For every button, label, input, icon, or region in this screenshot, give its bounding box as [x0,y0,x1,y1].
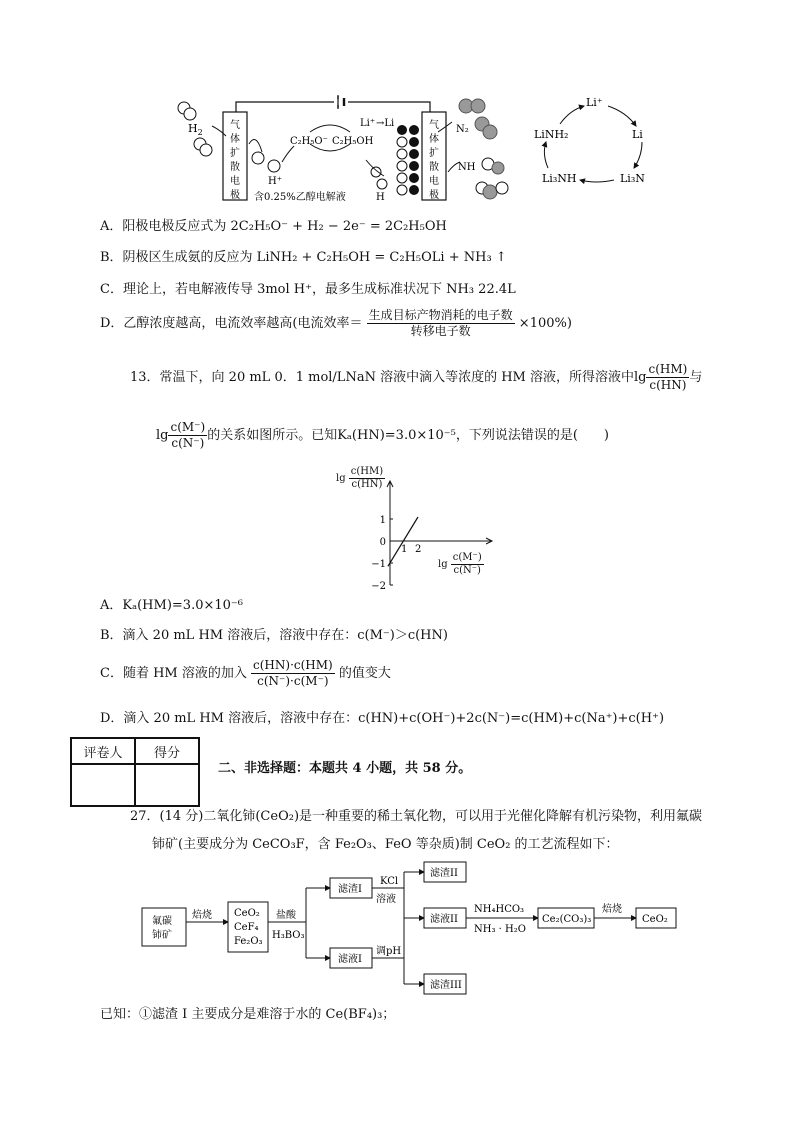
svg-text:CeO₂: CeO₂ [642,914,668,925]
svg-text:极: 极 [230,190,240,201]
y-tick-label: −2 [371,581,386,590]
nh-label: NH [458,162,476,173]
x-tick-label: 2 [415,544,422,555]
svg-text:盐酸: 盐酸 [276,910,296,921]
cycle-li-ion: Li⁺ [586,96,603,109]
electrolysis-cell-diagram [170,92,520,208]
h-plus-label: H⁺ [268,176,282,187]
efficiency-fraction: $\frac{\text{生成目标产物消耗的电子数}}{\text{转移电子数}}$ [368,308,513,338]
svg-text:滤渣I: 滤渣I [338,884,362,895]
score-cell[interactable] [135,764,199,806]
process-flowchart [140,858,700,998]
svg-text:滤渣III: 滤渣III [430,980,462,991]
svg-text:滤液II: 滤液II [430,914,458,925]
cycle-li3nh: Li₃NH [542,172,577,185]
h-label: H [376,192,385,203]
grader-cell[interactable] [71,764,135,806]
q13-option-a: A．Kₐ(HM)=3.0×10⁻⁶ [100,598,243,613]
score-header: 得分 [135,738,199,764]
q13-stem-line2: lg $\frac{c(M^-)}{c(N^-)}$ 的关系如图所示。已知Kₐ(HN)=3.0×10⁻⁵，下列说法错误的是( ) [156,420,610,450]
svg-text:电: 电 [230,176,240,187]
h2-label: $H_2$ [188,122,203,137]
q12-option-a: A．阳极电极反应式为 2C₂H₅O⁻ + H₂ − 2e⁻ = 2C₂H₅OH [100,219,447,234]
n2-label: N₂ [456,124,469,135]
x-tick-label: 1 [401,544,408,555]
q27-line2: 铈矿(主要成分为 CeCO₃F，含 Fe₂O₃、FeO 等杂质)制 CeO₂ 的工艺流程如下： [152,837,619,852]
svg-text:调pH: 调pH [376,946,402,957]
li-arrow-label: →Li [376,118,395,129]
lithium-cycle-diagram [530,92,670,192]
q12-option-c: C．理论上，若电解液传导 3mol H⁺，最多生成标准状况下 NH₃ 22.4L [100,282,516,297]
y-tick-label: −1 [371,559,386,570]
svg-text:氟碳: 氟碳 [152,916,172,927]
q12-option-d: D．乙醇浓度越高，电流效率越高(电流效率＝ $\frac{\text{生成目标产物消耗的电子数}}{\text{转移电子数}}$ ×100%) [100,308,572,338]
grade-table [70,737,200,807]
q13-option-b: B．滴入 20 mL HM 溶液后，溶液中存在：c(M⁻)＞c(HN) [100,628,448,643]
svg-text:NH₄HCO₃: NH₄HCO₃ [474,904,525,915]
ethoxide-label: C₂H₅O⁻ [290,136,328,147]
svg-text:NH₃ · H₂O: NH₃ · H₂O [474,924,526,935]
cycle-linh2: LiNH₂ [534,128,569,141]
svg-text:焙烧: 焙烧 [602,904,622,915]
svg-text:散: 散 [230,162,240,173]
svg-text:扩: 扩 [429,148,439,159]
graph-y-label: lg $\frac{c(HM)}{c(HN)}$ [336,466,384,490]
li-ion-label: Li⁺ [360,118,376,129]
svg-text:溶液: 溶液 [376,894,396,905]
svg-text:CeO₂: CeO₂ [234,908,260,919]
svg-text:Fe₂O₃: Fe₂O₃ [234,936,263,947]
section-heading: 二、非选择题：本题共 4 小题，共 58 分。 [218,761,472,776]
svg-text:电: 电 [429,176,439,187]
svg-text:气: 气 [429,120,439,131]
known-info: 已知：①滤渣 I 主要成分是难溶于水的 Ce(BF₄)₃； [100,1007,396,1022]
svg-text:散: 散 [429,162,439,173]
electrolyte-label: 含0.25%乙醇电解液 [254,192,346,203]
svg-text:极: 极 [429,190,439,201]
svg-text:H₃BO₃: H₃BO₃ [272,930,305,941]
svg-text:CeF₄: CeF₄ [234,922,259,933]
svg-text:Ce₂(CO₃)₃: Ce₂(CO₃)₃ [542,914,592,925]
q12-option-b: B．阴极区生成氨的反应为 LiNH₂ + C₂H₅OH = C₂H₅OLi + NH₃ ↑ [100,250,507,265]
svg-text:焙烧: 焙烧 [192,910,212,921]
q13-stem-line1: 13．常温下，向 20 mL 0．1 mol/LNaN 溶液中滴入等浓度的 HM 溶液，所得溶液中lg $\frac{c(HM)}{c(HN)}$ 与 [130,362,703,392]
cycle-li: Li [632,128,643,141]
svg-text:气: 气 [230,120,240,131]
y-tick-label: 0 [379,537,386,548]
svg-text:体: 体 [230,134,240,145]
ethanol-label: C₂H₅OH [332,136,374,147]
q13-option-c: C．随着 HM 溶液的加入 $\frac{c(HN)\cdot c(HM)}{c(N^-)\cdot c(M^-)}$ 的值变大 [100,658,391,688]
grader-header: 评卷人 [71,738,135,764]
graph-series-line [388,517,418,566]
q13-option-d: D．滴入 20 mL HM 溶液后，溶液中存在：c(HN)+c(OH⁻)+2c(N⁻)=c(HM)+c(Na⁺)+c(H⁺) [100,711,665,726]
graph-x-label: lg $\frac{c(M^-)}{c(N^-)}$ [438,552,482,576]
y-tick-label: 1 [379,515,386,526]
svg-text:KCl: KCl [380,876,399,887]
svg-text:体: 体 [429,134,439,145]
svg-text:滤渣II: 滤渣II [430,868,458,879]
svg-text:扩: 扩 [230,148,240,159]
q27-line1: 27．(14 分)二氧化铈(CeO₂)是一种重要的稀土氧化物，可以用于光催化降解有机污染物，利用氟碳 [130,809,703,824]
cycle-li3n: Li₃N [620,172,645,185]
svg-text:滤液I: 滤液I [338,954,362,965]
svg-text:铈矿: 铈矿 [152,930,172,941]
